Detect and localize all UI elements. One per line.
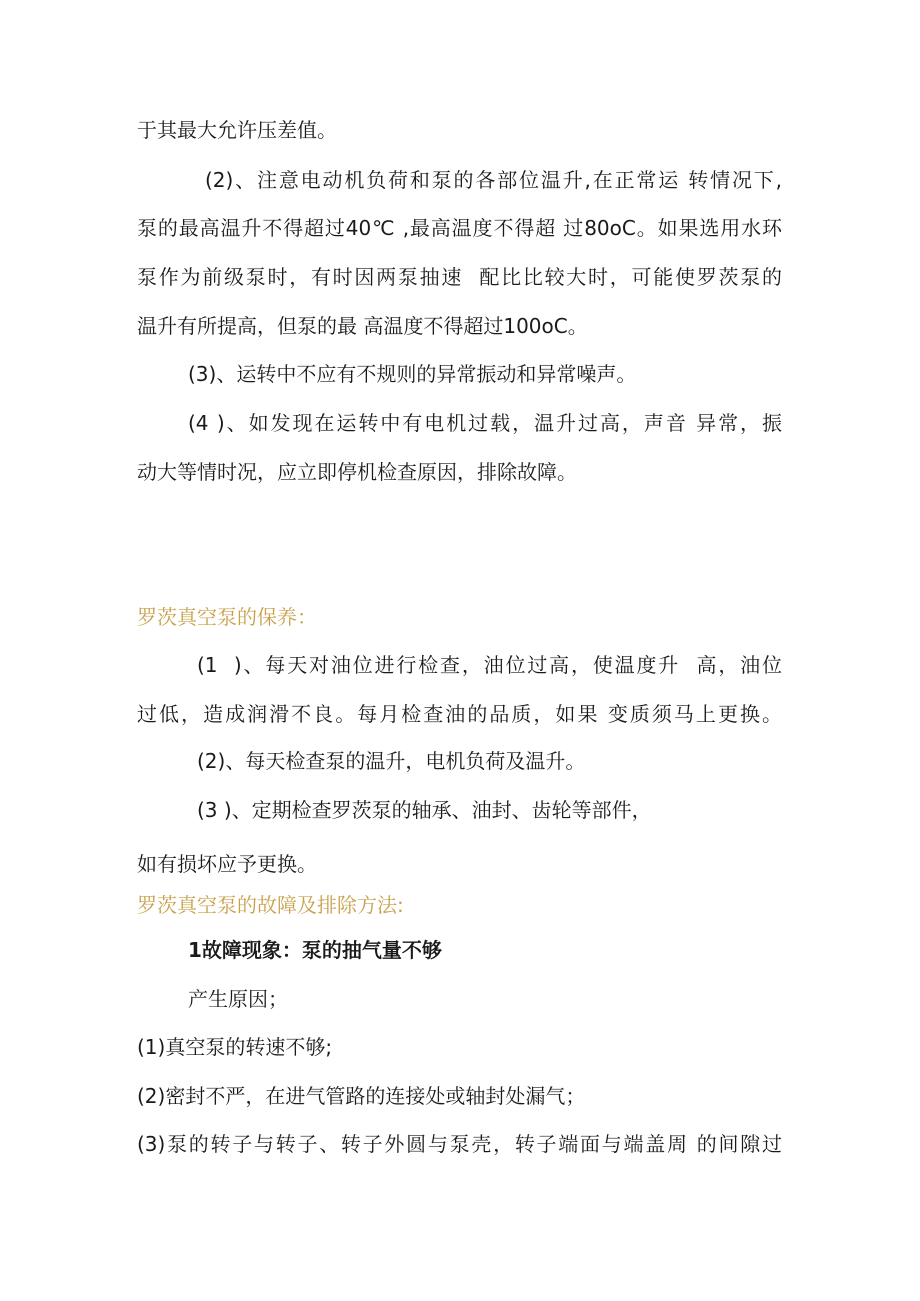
cause-item-3: (3)泵的转子与转子、转子外圆与泵壳，转子端面与端盖周 的间隙过 [137,1132,782,1156]
intro-continuation: 于其最大允许压差值。 [137,118,337,142]
operation-item-2-line-2: 泵的最高温升不得超过40℃ ,最高温度不得超 过80oC。如果选用水环 [137,216,782,240]
maintenance-continuation: 如有损坏应予更换。 [137,852,317,876]
maintenance-item-1-line-1: (1 )、每天对油位进行检查，油位过高，使温度升 高，油位 [197,653,782,677]
fault-title: 1故障现象：泵的抽气量不够 [188,938,442,962]
cause-item-2: (2)密封不严，在进气管路的连接处或轴封处漏气； [137,1084,586,1108]
maintenance-heading: 罗茨真空泵的保养： [137,605,317,629]
cause-label: 产生原因； [188,987,288,1011]
maintenance-item-1-line-2: 过低，造成润滑不良。每月检查油的品质，如果 变质须马上更换。 [137,702,782,726]
operation-item-3: (3)、运转中不应有不规则的异常振动和异常噪声。 [188,362,637,386]
operation-item-4-line-2: 动大等情时况，应立即停机检查原因，排除故障。 [137,460,577,484]
cause-item-1: (1)真空泵的转速不够; [137,1035,333,1059]
operation-item-2-line-1: (2)、注意电动机负荷和泵的各部位温升,在正常运 转情况下, [205,168,782,192]
operation-item-4-line-1: (4 )、如发现在运转中有电机过载，温升过高，声音 异常，振 [188,411,782,435]
maintenance-item-2: (2)、每天检查泵的温升，电机负荷及温升。 [197,749,586,773]
maintenance-item-3: (3 )、定期检查罗茨泵的轴承、油封、齿轮等部件， [197,798,652,822]
operation-item-2-line-3: 泵作为前级泵时，有时因两泵抽速 配比比较大时，可能使罗茨泵的 [137,265,782,289]
operation-item-2-line-4: 温升有所提高，但泵的最 高温度不得超过100oC。 [137,314,588,338]
troubleshooting-heading: 罗茨真空泵的故障及排除方法: [137,893,404,917]
